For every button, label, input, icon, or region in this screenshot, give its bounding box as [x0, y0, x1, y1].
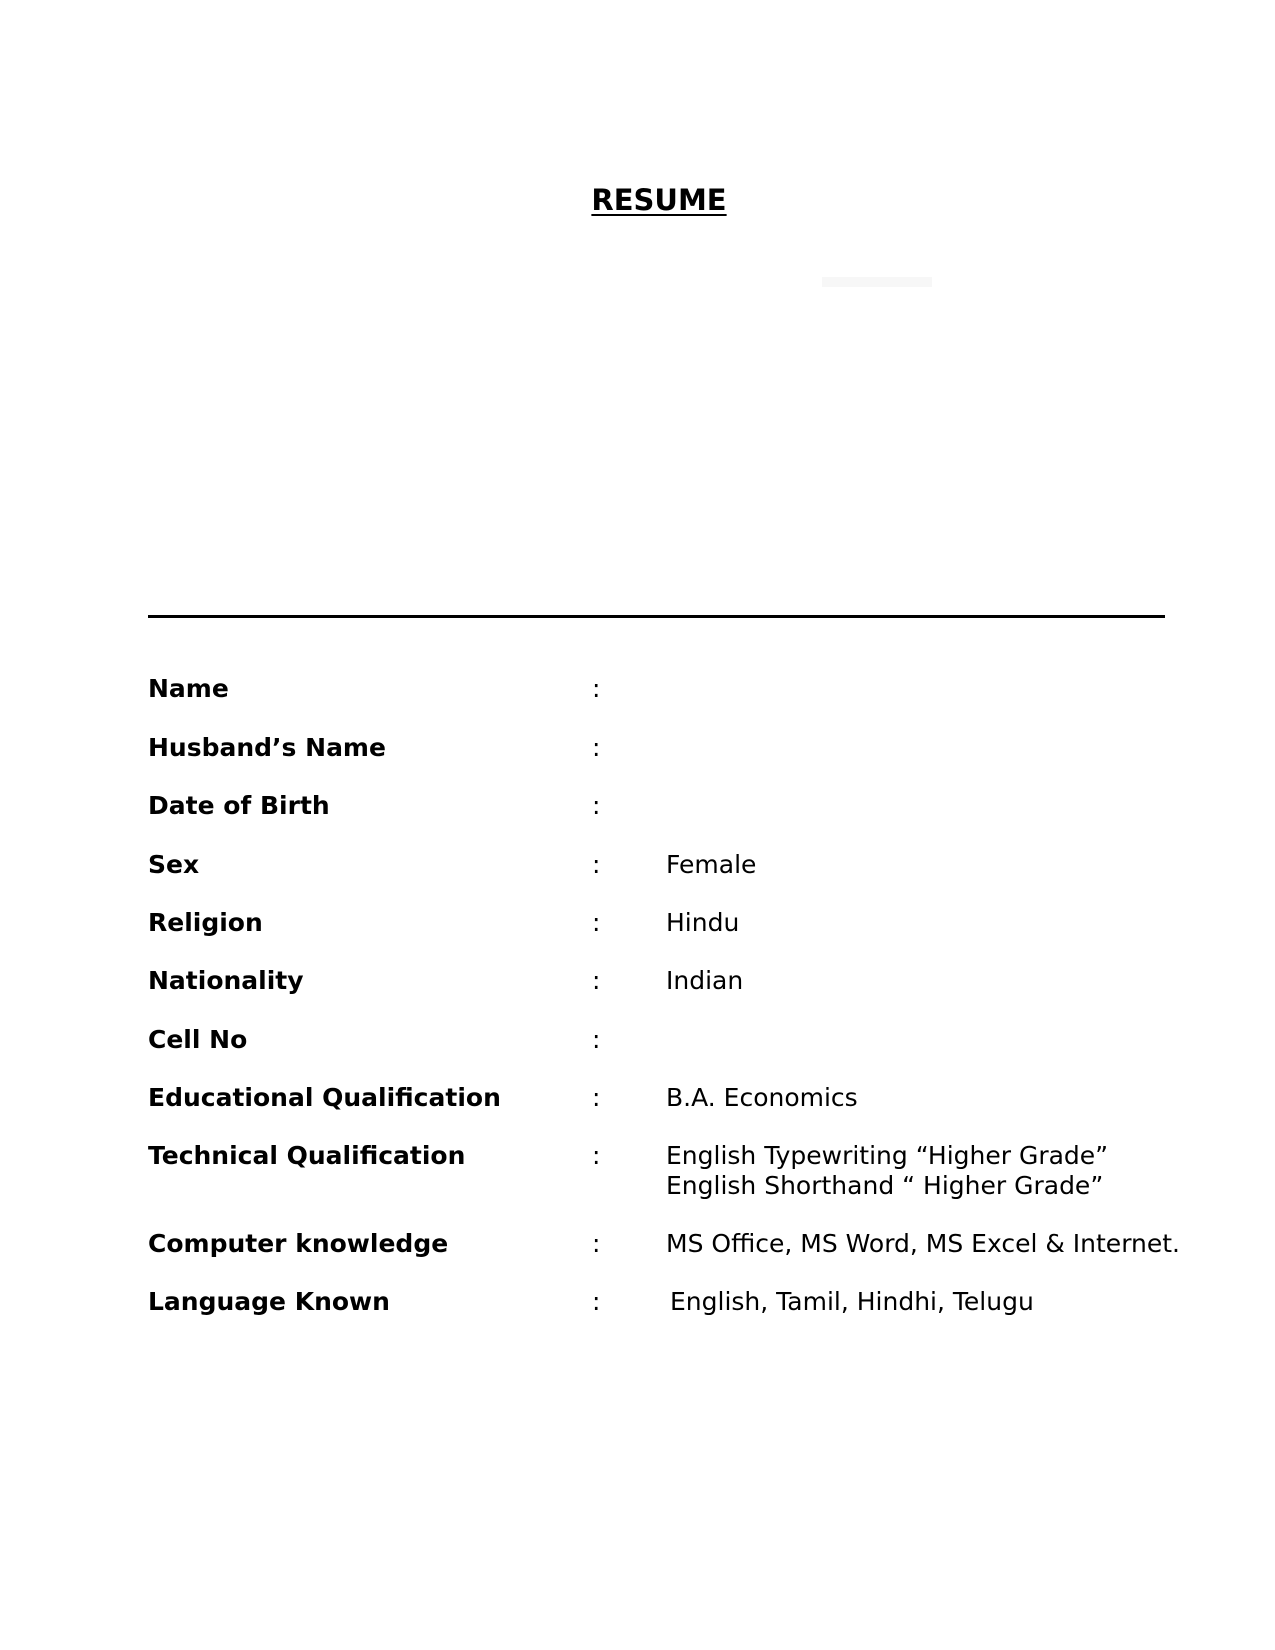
field-value-technical-qualification-line2: English Shorthand “ Higher Grade” — [666, 1171, 1104, 1200]
field-row-educational-qualification — [148, 1083, 1165, 1115]
field-label-cell-no: Cell No — [148, 1025, 248, 1054]
field-label-date-of-birth: Date of Birth — [148, 791, 330, 820]
field-value-educational-qualification: B.A. Economics — [666, 1083, 858, 1112]
field-row-language-known — [148, 1287, 1165, 1319]
field-row-sex — [148, 850, 1165, 882]
field-label-educational-qualification: Educational Qualification — [148, 1083, 501, 1112]
field-row-husband-name — [148, 733, 1165, 765]
field-label-language-known: Language Known — [148, 1287, 390, 1316]
field-label-nationality: Nationality — [148, 966, 304, 995]
field-separator: : — [592, 850, 601, 879]
field-value-religion: Hindu — [666, 908, 740, 937]
field-separator: : — [592, 966, 601, 995]
field-value-nationality: Indian — [666, 966, 744, 995]
document-title: RESUME — [591, 183, 727, 217]
field-row-date-of-birth — [148, 791, 1165, 823]
field-separator: : — [592, 908, 601, 937]
field-label-sex: Sex — [148, 850, 200, 879]
field-row-nationality — [148, 966, 1165, 998]
field-value-sex: Female — [666, 850, 757, 879]
field-row-name — [148, 674, 1165, 706]
field-separator: : — [592, 1083, 601, 1112]
field-value-language-known: English, Tamil, Hindhi, Telugu — [670, 1287, 1034, 1316]
horizontal-divider — [148, 615, 1165, 618]
field-separator: : — [592, 674, 601, 703]
field-row-computer-knowledge — [148, 1229, 1181, 1261]
field-label-technical-qualification: Technical Qualification — [148, 1141, 466, 1170]
field-label-computer-knowledge: Computer knowledge — [148, 1229, 449, 1258]
field-row-technical-qualification — [148, 1141, 1165, 1203]
field-separator: : — [592, 791, 601, 820]
field-value-technical-qualification-line1: English Typewriting “Higher Grade” — [666, 1141, 1109, 1170]
field-separator: : — [592, 1229, 601, 1258]
field-label-husband-name: Husband’s Name — [148, 733, 386, 762]
field-label-name: Name — [148, 674, 229, 703]
field-separator: : — [592, 733, 601, 762]
field-separator: : — [592, 1287, 601, 1316]
field-separator: : — [592, 1025, 601, 1054]
field-label-religion: Religion — [148, 908, 263, 937]
faint-scan-mark — [822, 277, 932, 287]
field-separator: : — [592, 1141, 601, 1170]
field-value-computer-knowledge: MS Office, MS Word, MS Excel & Internet. — [666, 1229, 1181, 1258]
field-row-cell-no — [148, 1025, 1165, 1057]
field-row-religion — [148, 908, 1165, 940]
